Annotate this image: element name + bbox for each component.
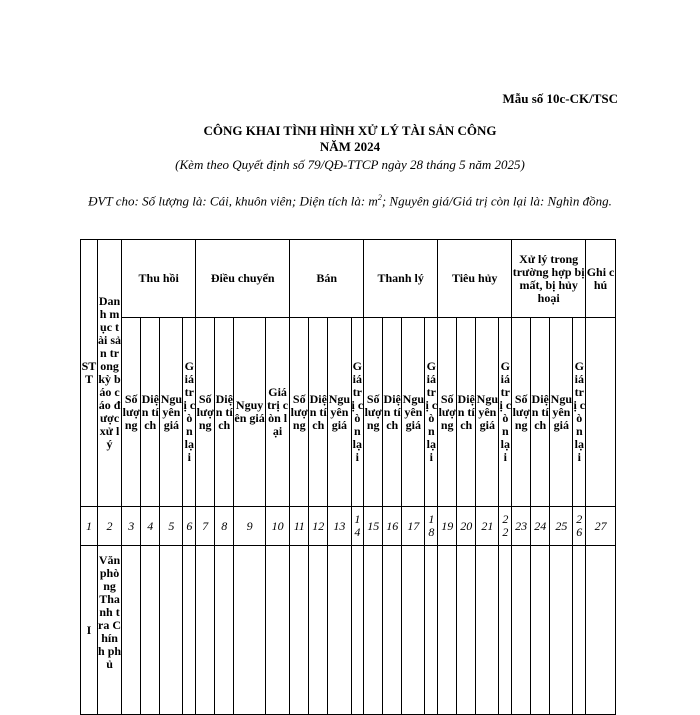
subheader-quantity: Số lượng	[512, 318, 531, 507]
subheader-remaining-value: Giá trị còn lại	[425, 318, 438, 507]
subheader-area: Diện tích	[215, 318, 234, 507]
table-cell	[402, 546, 425, 715]
table-cell	[364, 546, 383, 715]
unit-note	[84, 189, 616, 209]
table-cell	[196, 546, 215, 715]
header-group-loss: Xử lý trong trường hợp bị mất, bị hủy hoại	[512, 240, 586, 318]
column-number: 21	[476, 507, 499, 546]
subheader-quantity: Số lượng	[196, 318, 215, 507]
header-note: Ghi chú	[586, 240, 616, 318]
unit-note-part-2: ; Nguyên giá/Giá trị còn lại là: Nghìn đồng.	[381, 193, 612, 209]
column-number: 12	[309, 507, 328, 546]
column-number: 9	[234, 507, 266, 546]
header-stt: STT	[81, 240, 98, 507]
row-asset-name: Văn phòng Thanh tra Chính phủ	[97, 546, 121, 715]
table-cell	[234, 546, 266, 715]
table-cell	[573, 546, 586, 715]
subheader-area: Diện tích	[531, 318, 550, 507]
subheader-remaining-value: Giá trị còn lại	[573, 318, 586, 507]
column-number: 24	[531, 507, 550, 546]
column-number: 22	[499, 507, 512, 546]
column-number: 1	[81, 507, 98, 546]
header-group-transfer: Điều chuyển	[196, 240, 290, 318]
column-number: 10	[265, 507, 289, 546]
table-cell	[512, 546, 531, 715]
subheader-quantity: Số lượng	[438, 318, 457, 507]
table-cell	[141, 546, 160, 715]
table-cell	[438, 546, 457, 715]
subheader-original-price: Nguyên giá	[476, 318, 499, 507]
subheader-remaining-value: Giá trị còn lại	[499, 318, 512, 507]
column-number: 3	[122, 507, 141, 546]
subheader-area: Diện tích	[309, 318, 328, 507]
column-number: 27	[586, 507, 616, 546]
subheader-area: Diện tích	[383, 318, 402, 507]
table-cell	[586, 546, 616, 715]
column-number: 23	[512, 507, 531, 546]
table-cell	[215, 546, 234, 715]
subheader-quantity: Số lượng	[122, 318, 141, 507]
column-number: 17	[402, 507, 425, 546]
column-number: 19	[438, 507, 457, 546]
column-number: 20	[457, 507, 476, 546]
column-number: 26	[573, 507, 586, 546]
subheader-remaining-value: Giá trị còn lại	[265, 318, 289, 507]
column-number: 6	[183, 507, 196, 546]
column-number: 25	[550, 507, 573, 546]
header-note-empty	[586, 318, 616, 507]
title-line-2: NĂM 2024	[319, 139, 381, 154]
subheader-area: Diện tích	[457, 318, 476, 507]
column-number: 14	[351, 507, 364, 546]
subheader-remaining-value: Giá trị còn lại	[183, 318, 196, 507]
column-number: 15	[364, 507, 383, 546]
header-group-destruction: Tiêu hủy	[438, 240, 512, 318]
table-cell	[550, 546, 573, 715]
subheader-original-price: Nguyên giá	[550, 318, 573, 507]
subheader-original-price: Nguyên giá	[328, 318, 351, 507]
table-cell	[290, 546, 309, 715]
subheader-area: Diện tích	[141, 318, 160, 507]
table-cell	[122, 546, 141, 715]
form-number: Mẫu số 10c-CK/TSC	[502, 91, 618, 106]
row-stt: I	[81, 546, 98, 715]
header-group-recall: Thu hồi	[122, 240, 196, 318]
table-cell	[499, 546, 512, 715]
column-number: 7	[196, 507, 215, 546]
subheader-original-price: Nguyên giá	[402, 318, 425, 507]
table-cell	[425, 546, 438, 715]
header-asset-list: Danh mục tài sản trong kỳ báo cáo được xử lý	[97, 240, 121, 507]
table-cell	[531, 546, 550, 715]
table-cell	[457, 546, 476, 715]
column-number: 8	[215, 507, 234, 546]
column-number: 2	[97, 507, 121, 546]
subheader-quantity: Số lượng	[290, 318, 309, 507]
table-cell	[476, 546, 499, 715]
column-number: 5	[160, 507, 183, 546]
title-line-1: CÔNG KHAI TÌNH HÌNH XỬ LÝ TÀI SẢN CÔNG	[203, 123, 497, 138]
header-group-liquidation: Thanh lý	[364, 240, 438, 318]
asset-disposal-table	[80, 239, 616, 715]
unit-note-part-1: ĐVT cho: Số lượng là: Cái, khuôn viên; Diện tích là: m	[88, 193, 378, 209]
document-subtitle: (Kèm theo Quyết định số 79/QĐ-TTCP ngày 28 tháng 5 năm 2025)	[175, 157, 525, 172]
subheader-original-price: Nguyên giá	[234, 318, 266, 507]
header-group-sale: Bán	[290, 240, 364, 318]
document-title	[0, 123, 700, 155]
table-cell	[265, 546, 289, 715]
column-number: 13	[328, 507, 351, 546]
column-number: 4	[141, 507, 160, 546]
table-cell	[351, 546, 364, 715]
column-number: 16	[383, 507, 402, 546]
column-number: 18	[425, 507, 438, 546]
subheader-remaining-value: Giá trị còn lại	[351, 318, 364, 507]
subheader-original-price: Nguyên giá	[160, 318, 183, 507]
table-cell	[309, 546, 328, 715]
table-cell	[383, 546, 402, 715]
column-number: 11	[290, 507, 309, 546]
subheader-quantity: Số lượng	[364, 318, 383, 507]
table-cell	[160, 546, 183, 715]
table-cell	[328, 546, 351, 715]
table-cell	[183, 546, 196, 715]
unit-note-superscript: 2	[377, 193, 382, 202]
